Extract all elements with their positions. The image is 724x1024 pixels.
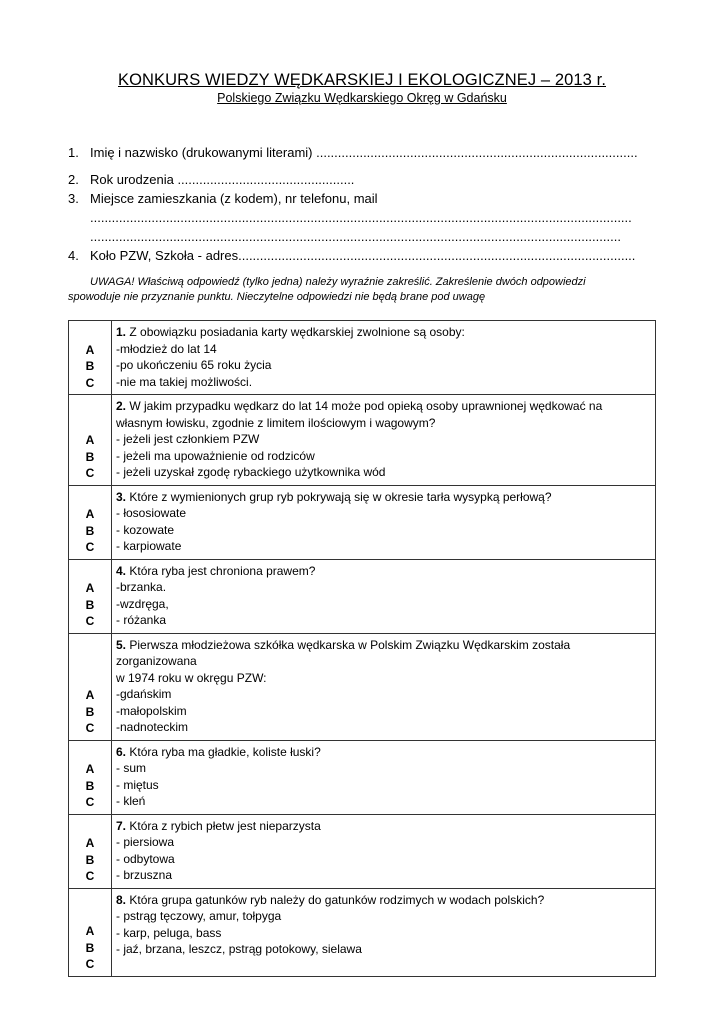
question-row: [69, 633, 656, 740]
answer-option[interactable]: -gdańskim: [116, 687, 172, 701]
answer-letter-option[interactable]: B: [85, 778, 95, 793]
warning-note: [68, 275, 658, 305]
answer-letter-option[interactable]: B: [85, 704, 95, 719]
question-text-segment: Która grupa gatunków ryb należy do gatunków rodzimych w wodach polskich?: [126, 892, 545, 907]
question-text-segment: Która ryba jest chroniona prawem?: [126, 563, 316, 578]
question-row: [69, 740, 656, 814]
answer-option[interactable]: - jeżeli ma upoważnienie od rodziców: [116, 448, 315, 463]
question-text: [116, 818, 652, 835]
field-number: 2.: [68, 172, 79, 187]
answer-letter-option[interactable]: C: [85, 957, 95, 971]
answer-letters: [69, 888, 112, 976]
field-address-line-1[interactable]: ......................................................................................................................................................: [90, 210, 632, 225]
field-address[interactable]: [68, 189, 658, 208]
question-number: 7.: [116, 818, 127, 833]
field-birth-year[interactable]: [68, 170, 658, 189]
question-row: [69, 814, 656, 888]
field-label: Rok urodzenia .................................................: [90, 172, 355, 187]
answer-option[interactable]: -wzdręga,: [116, 596, 169, 611]
answer-letter-option[interactable]: C: [85, 869, 95, 883]
answer-letter-option[interactable]: C: [85, 540, 95, 554]
answer-letters: [69, 740, 112, 814]
warning-line-2: spowoduje nie przyznanie punktu. Nieczytelne odpowiedzi nie będą brane pod uwagę: [68, 291, 486, 303]
answer-letters: [69, 633, 112, 740]
question-number: 6.: [116, 744, 127, 759]
answer-option[interactable]: -po ukończeniu 65 roku życia: [116, 358, 272, 372]
answer-option[interactable]: - karpiowate: [116, 539, 182, 553]
question-content: [112, 814, 656, 888]
question-text-segment: w 1974 roku w okręgu PZW:: [116, 670, 267, 685]
answer-letter-option[interactable]: A: [85, 688, 95, 702]
question-text: [116, 324, 652, 341]
answer-letter-option[interactable]: C: [85, 721, 95, 735]
question-row: [69, 888, 656, 976]
field-number: 3.: [68, 191, 79, 206]
answer-letter-option[interactable]: A: [85, 433, 95, 447]
answer-option[interactable]: - jeżeli uzyskał zgodę rybackiego użytkownika wód: [116, 465, 386, 479]
question-content: [112, 321, 656, 395]
answer-option[interactable]: - łososiowate: [116, 506, 187, 520]
header: [0, 70, 724, 106]
question-text: [116, 563, 652, 580]
answer-option[interactable]: - różanka: [116, 613, 167, 627]
answer-letters: [69, 485, 112, 559]
answer-letters: [69, 559, 112, 633]
question-number: 1.: [116, 325, 127, 339]
answer-letters: [69, 321, 112, 395]
question-row: [69, 485, 656, 559]
answer-option[interactable]: - jaź, brzana, leszcz, pstrąg potokowy, sielawa: [116, 942, 362, 956]
answer-letter-option[interactable]: C: [85, 375, 95, 390]
question-text-segment: Która ryba ma gładkie, koliste łuski?: [126, 744, 321, 759]
question-number: 4.: [116, 563, 127, 578]
answer-letter-option[interactable]: C: [85, 614, 95, 628]
question-text-segment: Które z wymienionych grup ryb pokrywają się w okresie tarła wysypką perłową?: [126, 489, 552, 504]
field-number: 1.: [68, 145, 79, 160]
answer-letters: [69, 814, 112, 888]
question-content: [112, 740, 656, 814]
answer-option[interactable]: - miętus: [116, 777, 159, 792]
question-row: [69, 321, 656, 395]
question-text: [116, 398, 652, 415]
answer-letter-option[interactable]: B: [85, 523, 95, 538]
answer-letter-option[interactable]: A: [85, 762, 95, 776]
question-number: 5.: [116, 637, 127, 652]
answer-option[interactable]: - odbytowa: [116, 851, 175, 866]
warning-line-1: UWAGA! Właściwą odpowiedź (tylko jedna) należy wyraźnie zakreślić. Zakreślenie dwóch odpowiedzi: [90, 276, 586, 288]
answer-option[interactable]: - kozowate: [116, 522, 175, 537]
questions-table: [68, 320, 656, 977]
question-content: [112, 485, 656, 559]
answer-option[interactable]: - brzuszna: [116, 868, 173, 882]
answer-letter-option[interactable]: A: [85, 342, 95, 357]
answer-option[interactable]: -brzanka.: [116, 580, 167, 594]
question-number: 3.: [116, 489, 127, 504]
answer-letter-option[interactable]: A: [85, 581, 95, 595]
answer-letters: [69, 395, 112, 486]
question-text-segment: własnym łowisku, zgodnie z limitem ilościowym i wagowym?: [116, 415, 436, 430]
answer-option[interactable]: -młodzież do lat 14: [116, 341, 217, 356]
question-text: [116, 744, 652, 761]
field-address-line-2[interactable]: ...................................................................................................................................................: [90, 229, 621, 244]
field-label: Imię i nazwisko (drukowanymi literami) .........................................................................................: [90, 145, 638, 160]
question-text-segment: Pierwsza młodzieżowa szkółka wędkarska w Polskim Związku Wędkarskim została zorganizowana: [116, 637, 571, 668]
question-content: [112, 888, 656, 976]
answer-option[interactable]: - piersiowa: [116, 835, 175, 849]
field-club-school[interactable]: [68, 246, 658, 265]
question-text: [116, 892, 652, 909]
question-row: [69, 559, 656, 633]
question-text: [116, 637, 652, 670]
answer-option[interactable]: -nie ma takiej możliwości.: [116, 374, 253, 389]
question-text: [116, 489, 652, 506]
answer-option[interactable]: - jeżeli jest członkiem PZW: [116, 432, 260, 446]
answer-letter-option[interactable]: B: [85, 449, 95, 464]
question-text-segment: Która z rybich płetw jest nieparzysta: [126, 818, 321, 833]
page-subtitle: Polskiego Związku Wędkarskiego Okręg w Gdańsku: [217, 91, 507, 105]
field-name[interactable]: [68, 143, 658, 162]
answer-option[interactable]: -nadnoteckim: [116, 720, 189, 734]
question-text: [116, 415, 652, 432]
answer-option[interactable]: - kleń: [116, 794, 146, 808]
answer-letter-option[interactable]: A: [85, 836, 95, 850]
field-label: Koło PZW, Szkoła - adres..............................................................................................................: [90, 248, 636, 263]
answer-letter-option[interactable]: B: [85, 359, 95, 373]
question-text-segment: Z obowiązku posiadania karty wędkarskiej zwolnione są osoby:: [126, 325, 465, 339]
answer-option[interactable]: -małopolskim: [116, 703, 187, 718]
personal-data-fields: [68, 143, 658, 265]
question-row: [69, 395, 656, 486]
question-text: [116, 670, 652, 687]
question-text-segment: W jakim przypadku wędkarz do lat 14 może pod opieką osoby uprawnionej wędkować na: [126, 399, 603, 413]
answer-option[interactable]: - pstrąg tęczowy, amur, tołpyga: [116, 909, 282, 923]
answer-letter-option[interactable]: B: [85, 597, 95, 612]
answer-letter-option[interactable]: C: [85, 466, 95, 480]
field-label: Miejsce zamieszkania (z kodem), nr telefonu, mail: [90, 191, 378, 206]
answer-option[interactable]: - sum: [116, 761, 146, 775]
answer-letter-option[interactable]: B: [85, 852, 95, 867]
answer-letter-option[interactable]: B: [85, 940, 95, 955]
question-content: [112, 633, 656, 740]
question-number: 8.: [116, 892, 127, 907]
answer-letter-option[interactable]: A: [85, 924, 95, 938]
answer-letter-option[interactable]: C: [85, 795, 95, 809]
answer-letter-option[interactable]: A: [85, 507, 95, 521]
field-number: 4.: [68, 248, 79, 263]
question-number: 2.: [116, 399, 127, 413]
question-content: [112, 395, 656, 486]
page-title: KONKURS WIEDZY WĘDKARSKIEJ I EKOLOGICZNEJ – 2013 r.: [118, 71, 606, 89]
question-content: [112, 559, 656, 633]
answer-option[interactable]: - karp, peluga, bass: [116, 925, 222, 940]
